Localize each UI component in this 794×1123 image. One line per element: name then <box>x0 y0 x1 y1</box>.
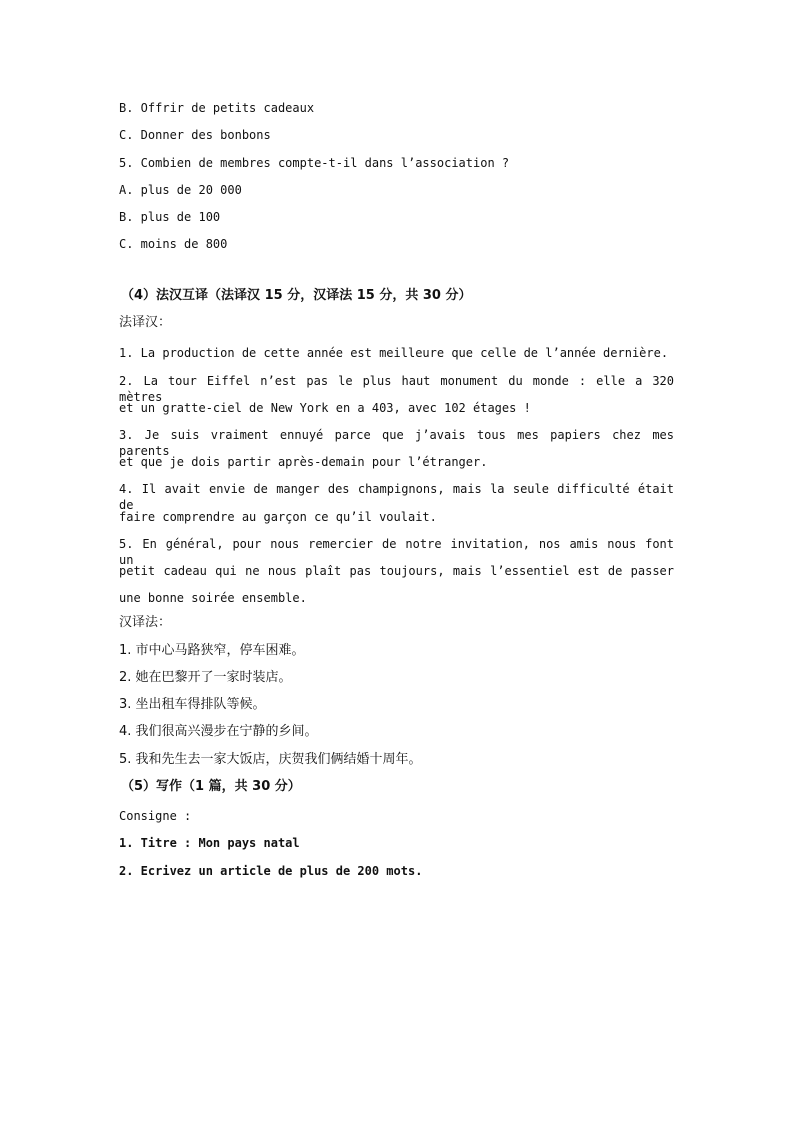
fr-sentence-1: 1. La production de cette année est meilleure que celle de l’année dernière. <box>119 346 669 360</box>
fr-sentence-3-line-2: et que je dois partir après-demain pour l’étranger. <box>119 455 488 469</box>
q5-option-c: C. moins de 800 <box>119 237 228 251</box>
zh-sentence-2: 2. 她在巴黎开了一家时装店。 <box>119 670 292 685</box>
fr-sentence-4-line-1: 4. Il avait envie de manger des champignons, mais la seule difficulté était de <box>119 482 674 512</box>
fr-sentence-2-line-2: et un gratte-ciel de New York en a 403, avec 102 étages ! <box>119 401 531 415</box>
fr-sentence-5-line-2: petit cadeau qui ne nous plaît pas toujours, mais l’essentiel est de passer <box>119 564 674 578</box>
fr-to-zh-label: 法译汉： <box>119 315 172 330</box>
q4-option-b: B. Offrir de petits cadeaux <box>119 101 315 115</box>
zh-sentence-5: 5. 我和先生去一家大饭店，庆贺我们俩结婚十周年。 <box>119 752 422 767</box>
section5-heading: （5）写作（1 篇，共 30 分） <box>121 779 301 794</box>
q5-option-b: B. plus de 100 <box>119 210 221 224</box>
zh-sentence-3: 3. 坐出租车得排队等候。 <box>119 697 266 712</box>
section4-heading: （4）法汉互译（法译汉 15 分，汉译法 15 分，共 30 分） <box>121 288 472 303</box>
q5-question: 5. Combien de membres compte-t-il dans l’association ? <box>119 156 510 170</box>
consigne-label: Consigne : <box>119 809 192 823</box>
consigne-item-2: 2. Ecrivez un article de plus de 200 mots. <box>119 864 423 878</box>
fr-sentence-5-line-1: 5. En général, pour nous remercier de notre invitation, nos amis nous font un <box>119 537 674 567</box>
fr-sentence-3-line-1: 3. Je suis vraiment ennuyé parce que j’avais tous mes papiers chez mes parents <box>119 428 674 458</box>
zh-sentence-4: 4. 我们很高兴漫步在宁静的乡间。 <box>119 724 318 739</box>
fr-sentence-5-line-3: une bonne soirée ensemble. <box>119 591 307 605</box>
fr-sentence-2-line-1: 2. La tour Eiffel n’est pas le plus haut monument du monde : elle a 320 mètres <box>119 374 674 404</box>
consigne-item-1: 1. Titre : Mon pays natal <box>119 836 300 850</box>
fr-sentence-4-line-2: faire comprendre au garçon ce qu’il voulait. <box>119 510 437 524</box>
zh-to-fr-label: 汉译法： <box>119 615 172 630</box>
zh-sentence-1: 1. 市中心马路狭窄，停车困难。 <box>119 643 305 658</box>
q4-option-c: C. Donner des bonbons <box>119 128 271 142</box>
q5-option-a: A. plus de 20 000 <box>119 183 242 197</box>
